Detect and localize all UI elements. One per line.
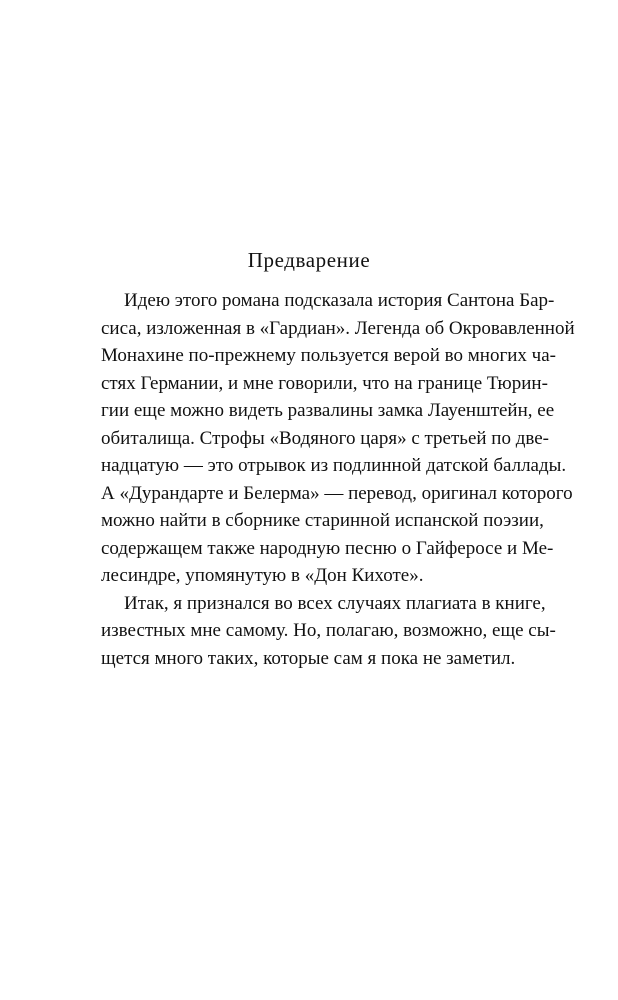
text-line: можно найти в сборнике старинной испанской поэзии, bbox=[101, 510, 544, 531]
paragraph-1 bbox=[101, 287, 575, 590]
text-line: надцатую — это отрывок из подлинной датской баллады. bbox=[101, 455, 567, 476]
page-title: Предварение bbox=[247, 248, 371, 272]
paragraph-2 bbox=[101, 590, 556, 673]
text-line: Итак, я признался во всех случаях плагиата в книге, bbox=[124, 592, 546, 614]
text-line: Монахине по-прежнему пользуется верой во многих ча- bbox=[101, 345, 556, 366]
text-line: содержащем также народную песню о Гайферосе и Ме- bbox=[101, 537, 554, 559]
text-line: известных мне самому. Но, полагаю, возможно, еще сы- bbox=[101, 620, 556, 641]
text-line: стях Германии, и мне говорили, что на границе Тюрин- bbox=[101, 372, 548, 394]
text-line: сиса, изложенная в «Гардиан». Легенда об Окровавленной bbox=[101, 317, 575, 339]
text-line: лесиндре, упомянутую в «Дон Кихоте». bbox=[101, 565, 424, 586]
text-line: обиталища. Строфы «Водяного царя» с третьей по две- bbox=[101, 427, 550, 449]
text-line: щется много таких, которые сам я пока не заметил. bbox=[101, 647, 516, 669]
text-line: Идею этого романа подсказала история Сантона Бар- bbox=[124, 290, 555, 311]
preface-text bbox=[101, 287, 575, 672]
text-line: А «Дурандарте и Белерма» — перевод, оригинал которого bbox=[101, 482, 573, 504]
text-line: гии еще можно видеть развалины замка Лауенштейн, ее bbox=[101, 400, 555, 421]
